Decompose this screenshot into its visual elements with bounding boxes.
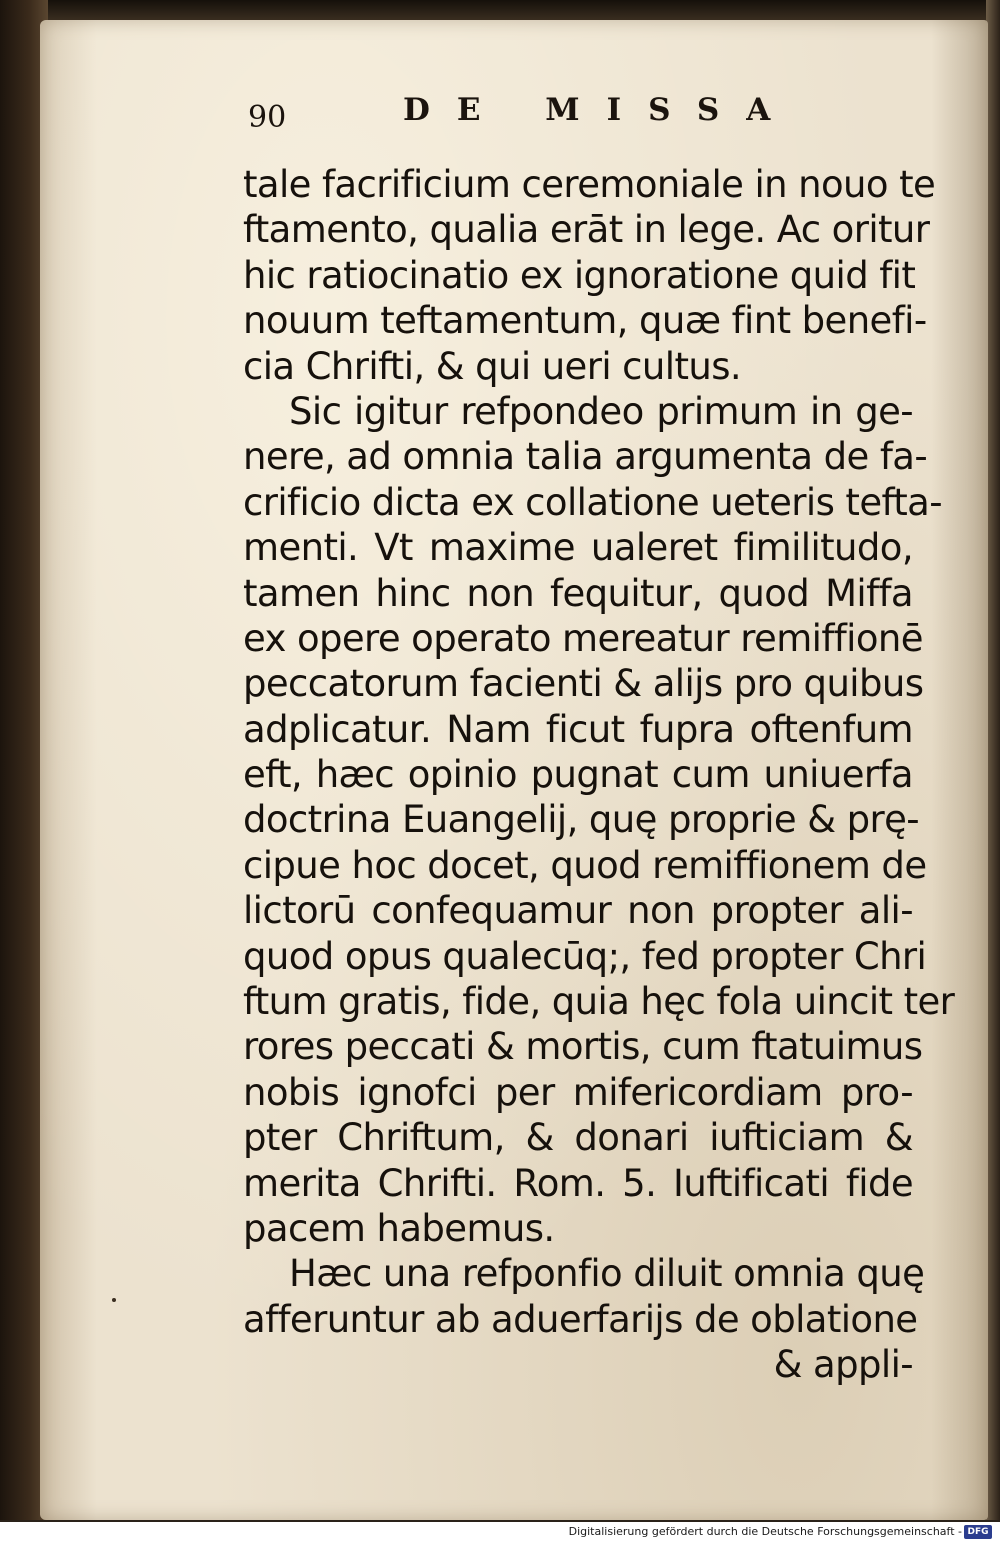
- catchword-line: & appli-: [773, 1343, 913, 1387]
- text-line: merita Chrifti. Rom. 5. Iuftificati fide: [243, 1161, 913, 1205]
- text-line: nere, ad omnia talia argumenta de fa-: [243, 435, 928, 479]
- text-line: pacem habemus.: [243, 1206, 555, 1250]
- text-line: ex opere operato mereatur remiffionē: [243, 616, 923, 660]
- dfg-logo-icon: DFG: [964, 1525, 992, 1539]
- text-line: peccatorum facienti & alijs pro quibus: [243, 662, 924, 706]
- text-line: lictorū confequamur non propter ali-: [243, 889, 913, 933]
- text-line: pter Chriftum, & donari iufticiam &: [243, 1116, 913, 1160]
- text-line: ftum gratis, fide, quia hęc fola uincit ter: [243, 980, 955, 1024]
- text-line: quod opus qualecūq;, fed propter Chri: [243, 934, 927, 978]
- text-line: crificio dicta ex collatione ueteris tefta-: [243, 480, 942, 524]
- body-text: [243, 162, 955, 1388]
- text-line: ftamento, qualia erāt in lege. Ac oritur: [243, 208, 930, 252]
- page-number: 90: [248, 100, 287, 135]
- text-line: cia Chrifti, & qui ueri cultus.: [243, 344, 742, 388]
- paragraph-start-line: Sic igitur refpondeo primum in ge-: [289, 389, 913, 433]
- funding-credit: Digitalisierung gefördert durch die Deutsche Forschungsgemeinschaft -: [568, 1525, 962, 1538]
- page-header: [248, 92, 808, 140]
- text-line: menti. Vt maxime ualeret fimilitudo,: [243, 526, 913, 570]
- text-line: tamen hinc non fequitur, quod Miffa: [243, 571, 913, 615]
- paragraph-start-line: Hæc una refponfio diluit omnia quę: [289, 1252, 925, 1296]
- text-line: cipue hoc docet, quod remiffionem de: [243, 843, 927, 887]
- text-line: afferuntur ab aduerfarijs de oblatione: [243, 1297, 918, 1341]
- paper-speck: [112, 1298, 116, 1302]
- text-line: nobis ignofci per mifericordiam pro-: [243, 1070, 913, 1114]
- text-line: doctrina Euangelij, quę proprie & prę-: [243, 798, 920, 842]
- text-line: eft, hæc opinio pugnat cum uniuerfa: [243, 753, 913, 797]
- text-line: tale facrificium ceremoniale in nouo te: [243, 163, 936, 206]
- text-line: rores peccati & mortis, cum ftatuimus: [243, 1025, 923, 1069]
- scan-background-top: [0, 0, 1000, 22]
- text-line: nouum teftamentum, quæ fint benefi-: [243, 299, 927, 343]
- text-line: adplicatur. Nam ficut fupra oftenfum: [243, 707, 913, 751]
- book-edge-right: [986, 0, 1000, 1520]
- text-line: hic ratiocinatio ex ignoratione quid fit: [243, 253, 916, 297]
- running-title: DE MISSA: [403, 92, 798, 128]
- digitization-footer: [0, 1522, 1000, 1543]
